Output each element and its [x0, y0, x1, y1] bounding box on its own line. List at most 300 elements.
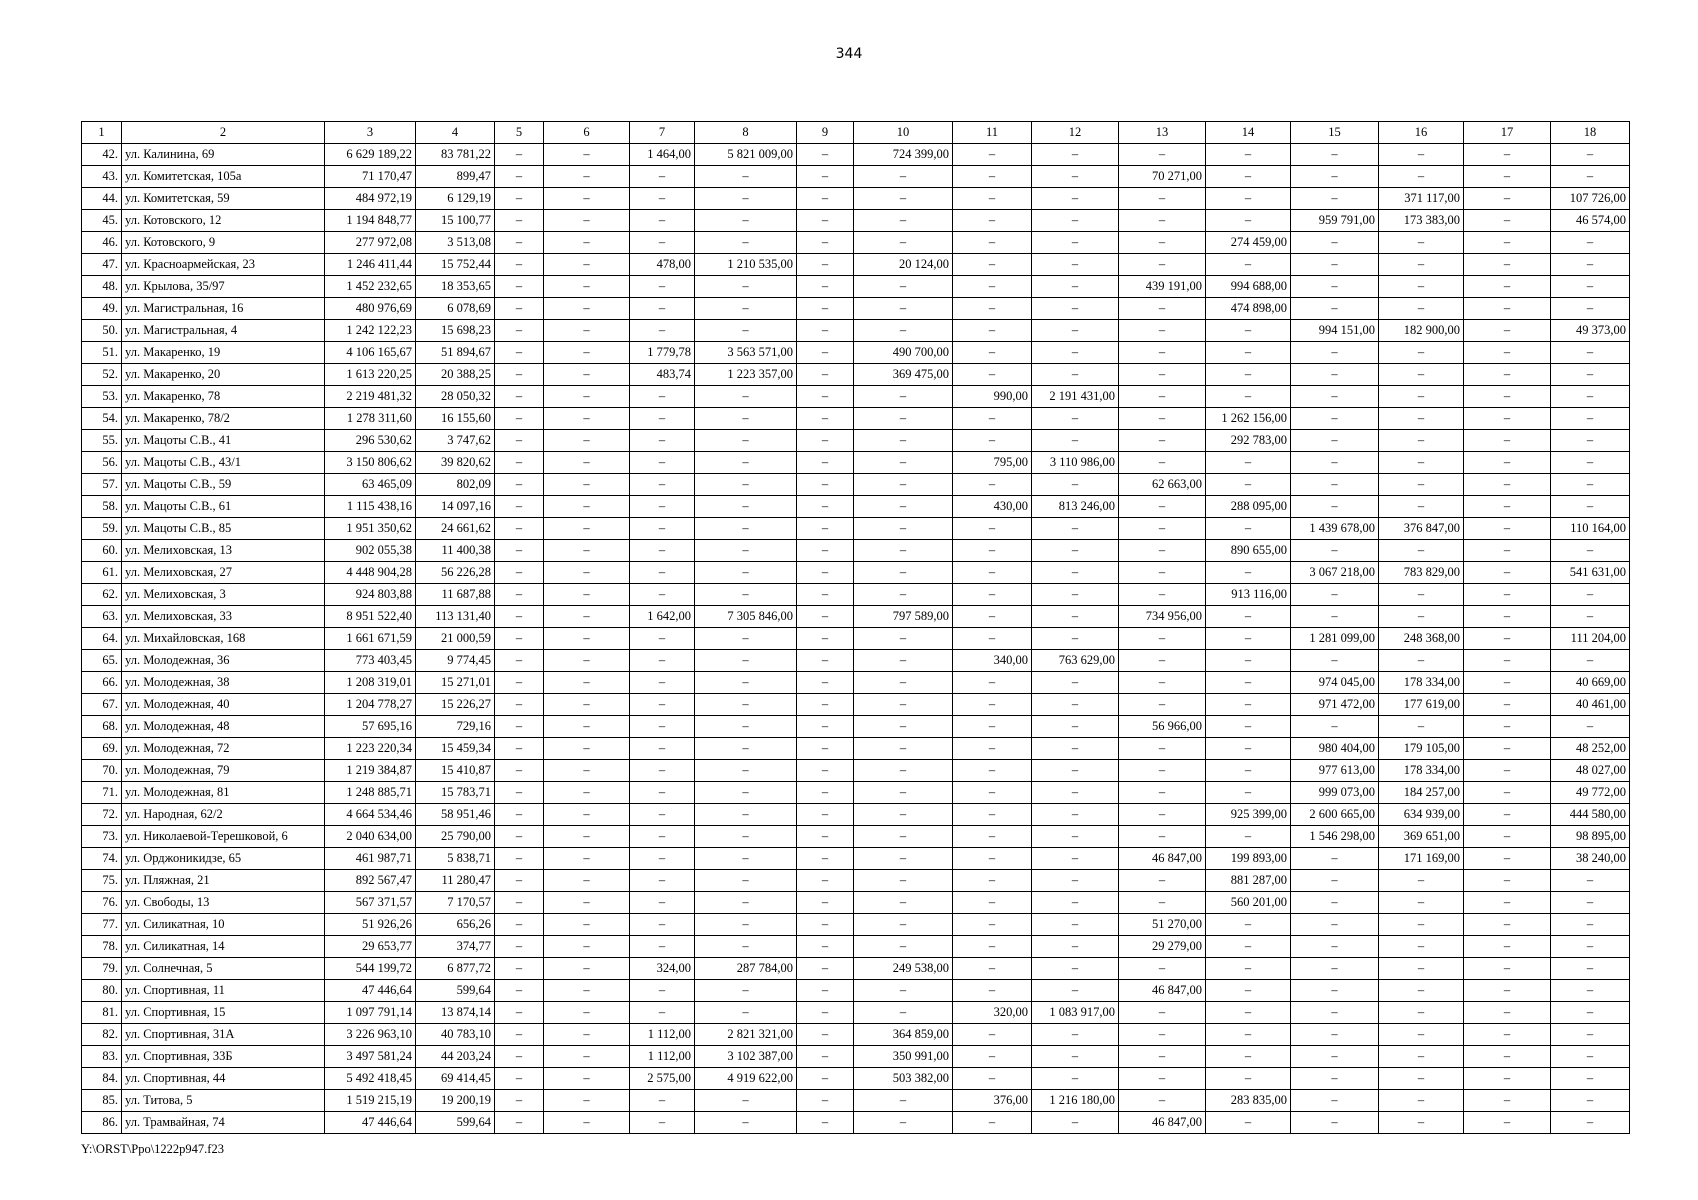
value-cell: –	[797, 826, 854, 848]
value-cell: –	[1379, 870, 1464, 892]
value-cell: –	[797, 1024, 854, 1046]
value-cell: –	[630, 848, 695, 870]
table-row	[82, 738, 1630, 760]
value-cell: –	[1464, 386, 1551, 408]
value-cell: –	[1291, 276, 1379, 298]
value-cell: –	[544, 980, 630, 1002]
value-cell: 2 040 634,00	[325, 826, 416, 848]
value-cell: –	[1379, 892, 1464, 914]
value-cell: –	[1464, 210, 1551, 232]
value-cell: –	[1551, 870, 1630, 892]
value-cell: –	[1551, 276, 1630, 298]
value-cell: –	[544, 936, 630, 958]
value-cell: –	[797, 144, 854, 166]
value-cell: 890 655,00	[1206, 540, 1291, 562]
value-cell: –	[1379, 430, 1464, 452]
row-number-cell: 52.	[82, 364, 122, 386]
value-cell: –	[544, 342, 630, 364]
value-cell: –	[1379, 386, 1464, 408]
value-cell: 4 664 534,46	[325, 804, 416, 826]
value-cell: –	[854, 804, 953, 826]
value-cell: –	[630, 320, 695, 342]
address-cell: ул. Макаренко, 20	[122, 364, 325, 386]
value-cell: –	[1206, 1002, 1291, 1024]
value-cell: 2 219 481,32	[325, 386, 416, 408]
value-cell: –	[1206, 716, 1291, 738]
value-cell: –	[544, 804, 630, 826]
value-cell: –	[953, 892, 1032, 914]
value-cell: –	[630, 826, 695, 848]
table-row	[82, 1002, 1630, 1024]
value-cell: –	[797, 650, 854, 672]
value-cell: 977 613,00	[1291, 760, 1379, 782]
value-cell: –	[630, 474, 695, 496]
value-cell: 374,77	[416, 936, 495, 958]
value-cell: 277 972,08	[325, 232, 416, 254]
value-cell: –	[854, 518, 953, 540]
value-cell: –	[495, 892, 544, 914]
table-row	[82, 298, 1630, 320]
value-cell: –	[797, 166, 854, 188]
row-number-cell: 73.	[82, 826, 122, 848]
row-number-cell: 54.	[82, 408, 122, 430]
value-cell: –	[1032, 628, 1119, 650]
value-cell: 2 821 321,00	[695, 1024, 797, 1046]
value-cell: 1 246 411,44	[325, 254, 416, 276]
value-cell: –	[854, 320, 953, 342]
value-cell: –	[495, 1112, 544, 1134]
value-cell: 63 465,09	[325, 474, 416, 496]
value-cell: 83 781,22	[416, 144, 495, 166]
value-cell: –	[544, 562, 630, 584]
value-cell: –	[695, 232, 797, 254]
value-cell: 371 117,00	[1379, 188, 1464, 210]
value-cell: –	[953, 298, 1032, 320]
column-header: 5	[495, 122, 544, 144]
address-cell: ул. Николаевой-Терешковой, 6	[122, 826, 325, 848]
value-cell: 7 170,57	[416, 892, 495, 914]
value-cell: 48 027,00	[1551, 760, 1630, 782]
value-cell: –	[797, 496, 854, 518]
value-cell: 47 446,64	[325, 980, 416, 1002]
value-cell: –	[1464, 1024, 1551, 1046]
value-cell: –	[1032, 936, 1119, 958]
value-cell: 287 784,00	[695, 958, 797, 980]
value-cell: –	[1379, 144, 1464, 166]
value-cell: –	[1551, 298, 1630, 320]
table-row	[82, 848, 1630, 870]
value-cell: 3 497 581,24	[325, 1046, 416, 1068]
row-number-cell: 46.	[82, 232, 122, 254]
value-cell: 1 208 319,01	[325, 672, 416, 694]
value-cell: –	[495, 958, 544, 980]
value-cell: –	[1032, 430, 1119, 452]
value-cell: 11 400,38	[416, 540, 495, 562]
value-cell: –	[1551, 606, 1630, 628]
value-cell: 1 278 311,60	[325, 408, 416, 430]
address-cell: ул. Магистральная, 16	[122, 298, 325, 320]
value-cell: –	[544, 496, 630, 518]
value-cell: –	[544, 144, 630, 166]
value-cell: 6 078,69	[416, 298, 495, 320]
value-cell: –	[854, 826, 953, 848]
value-cell: –	[544, 276, 630, 298]
row-number-cell: 48.	[82, 276, 122, 298]
value-cell: 71 170,47	[325, 166, 416, 188]
address-cell: ул. Спортивная, 31А	[122, 1024, 325, 1046]
value-cell: –	[695, 518, 797, 540]
value-cell: –	[695, 430, 797, 452]
value-cell: –	[854, 496, 953, 518]
value-cell: –	[1119, 364, 1206, 386]
value-cell: –	[1379, 958, 1464, 980]
value-cell: 46 847,00	[1119, 1112, 1206, 1134]
value-cell: –	[1291, 188, 1379, 210]
value-cell: –	[797, 1068, 854, 1090]
value-cell: –	[953, 276, 1032, 298]
value-cell: 599,64	[416, 1112, 495, 1134]
value-cell: –	[1379, 606, 1464, 628]
value-cell: –	[495, 1090, 544, 1112]
value-cell: 925 399,00	[1206, 804, 1291, 826]
row-number-cell: 75.	[82, 870, 122, 892]
value-cell: 802,09	[416, 474, 495, 496]
value-cell: –	[544, 298, 630, 320]
value-cell: –	[797, 342, 854, 364]
value-cell: –	[495, 716, 544, 738]
value-cell: –	[797, 870, 854, 892]
value-cell: –	[1551, 1068, 1630, 1090]
value-cell: –	[495, 628, 544, 650]
value-cell: –	[1379, 276, 1464, 298]
value-cell: 24 661,62	[416, 518, 495, 540]
value-cell: –	[1119, 562, 1206, 584]
value-cell: –	[1291, 408, 1379, 430]
value-cell: 5 821 009,00	[695, 144, 797, 166]
value-cell: –	[544, 892, 630, 914]
value-cell: –	[630, 562, 695, 584]
value-cell: 113 131,40	[416, 606, 495, 628]
value-cell: –	[1032, 958, 1119, 980]
value-cell: –	[695, 628, 797, 650]
value-cell: 40 461,00	[1551, 694, 1630, 716]
value-cell: –	[1206, 364, 1291, 386]
value-cell: 634 939,00	[1379, 804, 1464, 826]
row-number-cell: 57.	[82, 474, 122, 496]
value-cell: –	[630, 276, 695, 298]
value-cell: –	[854, 760, 953, 782]
value-cell: –	[1119, 584, 1206, 606]
value-cell: –	[854, 1112, 953, 1134]
value-cell: –	[1551, 254, 1630, 276]
value-cell: 902 055,38	[325, 540, 416, 562]
value-cell: 1 219 384,87	[325, 760, 416, 782]
value-cell: 439 191,00	[1119, 276, 1206, 298]
value-cell: 369 475,00	[854, 364, 953, 386]
value-cell: –	[1464, 782, 1551, 804]
address-cell: ул. Пляжная, 21	[122, 870, 325, 892]
address-cell: ул. Мацоты С.В., 43/1	[122, 452, 325, 474]
value-cell: –	[495, 474, 544, 496]
value-cell: –	[854, 694, 953, 716]
value-cell: –	[1119, 826, 1206, 848]
table-row	[82, 254, 1630, 276]
value-cell: –	[797, 254, 854, 276]
value-cell: –	[495, 870, 544, 892]
value-cell: –	[1206, 254, 1291, 276]
value-cell: –	[695, 496, 797, 518]
row-number-cell: 49.	[82, 298, 122, 320]
value-cell: –	[695, 540, 797, 562]
value-cell: 795,00	[953, 452, 1032, 474]
value-cell: –	[1551, 364, 1630, 386]
value-cell: –	[854, 452, 953, 474]
value-cell: 444 580,00	[1551, 804, 1630, 826]
table-row	[82, 584, 1630, 606]
value-cell: 899,47	[416, 166, 495, 188]
value-cell: 560 201,00	[1206, 892, 1291, 914]
value-cell: –	[495, 298, 544, 320]
row-number-cell: 62.	[82, 584, 122, 606]
table-row	[82, 496, 1630, 518]
value-cell: 5 838,71	[416, 848, 495, 870]
value-cell: –	[1032, 562, 1119, 584]
row-number-cell: 76.	[82, 892, 122, 914]
value-cell: –	[544, 914, 630, 936]
value-cell: –	[1032, 1024, 1119, 1046]
value-cell: –	[695, 584, 797, 606]
column-header: 8	[695, 122, 797, 144]
value-cell: 656,26	[416, 914, 495, 936]
value-cell: –	[1206, 914, 1291, 936]
table-row	[82, 342, 1630, 364]
value-cell: –	[1379, 914, 1464, 936]
table-row	[82, 562, 1630, 584]
address-cell: ул. Молодежная, 38	[122, 672, 325, 694]
value-cell: 7 305 846,00	[695, 606, 797, 628]
value-cell: –	[544, 716, 630, 738]
value-cell: –	[797, 672, 854, 694]
value-cell: –	[1464, 694, 1551, 716]
table-row	[82, 936, 1630, 958]
value-cell: –	[695, 672, 797, 694]
value-cell: –	[953, 848, 1032, 870]
value-cell: –	[797, 320, 854, 342]
value-cell: –	[630, 452, 695, 474]
value-cell: 369 651,00	[1379, 826, 1464, 848]
value-cell: –	[1379, 364, 1464, 386]
value-cell: –	[630, 232, 695, 254]
value-cell: –	[495, 452, 544, 474]
value-cell: –	[630, 1002, 695, 1024]
column-header: 9	[797, 122, 854, 144]
table-row	[82, 232, 1630, 254]
value-cell: –	[953, 1068, 1032, 1090]
address-cell: ул. Спортивная, 15	[122, 1002, 325, 1024]
value-cell: 6 629 189,22	[325, 144, 416, 166]
value-cell: 924 803,88	[325, 584, 416, 606]
value-cell: –	[1291, 1112, 1379, 1134]
address-cell: ул. Крылова, 35/97	[122, 276, 325, 298]
value-cell: –	[1291, 980, 1379, 1002]
value-cell: –	[630, 584, 695, 606]
footer-file-path: Y:\ORST\Ppo\1222p947.f23	[81, 1142, 224, 1156]
value-cell: –	[495, 188, 544, 210]
value-cell: –	[1379, 342, 1464, 364]
value-cell: –	[695, 892, 797, 914]
value-cell: –	[953, 738, 1032, 760]
value-cell: –	[1464, 980, 1551, 1002]
address-cell: ул. Мацоты С.В., 61	[122, 496, 325, 518]
row-number-cell: 60.	[82, 540, 122, 562]
value-cell: –	[1291, 870, 1379, 892]
column-header: 14	[1206, 122, 1291, 144]
value-cell: –	[1206, 694, 1291, 716]
value-cell: –	[495, 980, 544, 1002]
value-cell: –	[1206, 760, 1291, 782]
row-number-cell: 78.	[82, 936, 122, 958]
value-cell: –	[854, 716, 953, 738]
row-number-cell: 85.	[82, 1090, 122, 1112]
value-cell: –	[544, 518, 630, 540]
column-header: 7	[630, 122, 695, 144]
value-cell: –	[797, 474, 854, 496]
row-number-cell: 77.	[82, 914, 122, 936]
value-cell: 46 574,00	[1551, 210, 1630, 232]
table-row	[82, 980, 1630, 1002]
address-cell: ул. Орджоникидзе, 65	[122, 848, 325, 870]
address-cell: ул. Мацоты С.В., 41	[122, 430, 325, 452]
value-cell: 567 371,57	[325, 892, 416, 914]
value-cell: –	[854, 980, 953, 1002]
address-cell: ул. Котовского, 12	[122, 210, 325, 232]
value-cell: –	[630, 738, 695, 760]
value-cell: –	[953, 408, 1032, 430]
value-cell: –	[854, 386, 953, 408]
value-cell: –	[1119, 958, 1206, 980]
value-cell: –	[495, 848, 544, 870]
value-cell: –	[695, 474, 797, 496]
value-cell: –	[1119, 320, 1206, 342]
value-cell: –	[953, 606, 1032, 628]
value-cell: –	[544, 1024, 630, 1046]
value-cell: 1 281 099,00	[1291, 628, 1379, 650]
address-cell: ул. Мелиховская, 27	[122, 562, 325, 584]
row-number-cell: 61.	[82, 562, 122, 584]
table-row	[82, 650, 1630, 672]
address-cell: ул. Мелиховская, 13	[122, 540, 325, 562]
address-cell: ул. Молодежная, 36	[122, 650, 325, 672]
value-cell: –	[1379, 1046, 1464, 1068]
value-cell: 2 191 431,00	[1032, 386, 1119, 408]
value-cell: –	[544, 826, 630, 848]
address-cell: ул. Спортивная, 44	[122, 1068, 325, 1090]
value-cell: –	[695, 782, 797, 804]
value-cell: –	[1119, 1090, 1206, 1112]
value-cell: –	[1032, 1046, 1119, 1068]
value-cell: –	[695, 276, 797, 298]
column-header: 18	[1551, 122, 1630, 144]
value-cell: –	[1379, 936, 1464, 958]
value-cell: –	[495, 584, 544, 606]
value-cell: 490 700,00	[854, 342, 953, 364]
value-cell: –	[1206, 650, 1291, 672]
column-header: 10	[854, 122, 953, 144]
value-cell: –	[495, 738, 544, 760]
value-cell: 480 976,69	[325, 298, 416, 320]
value-cell: –	[1291, 650, 1379, 672]
value-cell: –	[1119, 760, 1206, 782]
value-cell: 364 859,00	[854, 1024, 953, 1046]
value-cell: –	[1464, 958, 1551, 980]
column-header: 4	[416, 122, 495, 144]
value-cell: 1 262 156,00	[1206, 408, 1291, 430]
value-cell: –	[1119, 804, 1206, 826]
value-cell: 2 600 665,00	[1291, 804, 1379, 826]
value-cell: –	[1551, 232, 1630, 254]
value-cell: –	[1206, 518, 1291, 540]
value-cell: –	[1291, 958, 1379, 980]
value-cell: 1 661 671,59	[325, 628, 416, 650]
value-cell: 274 459,00	[1206, 232, 1291, 254]
address-cell: ул. Калинина, 69	[122, 144, 325, 166]
value-cell: –	[1551, 936, 1630, 958]
value-cell: –	[953, 826, 1032, 848]
value-cell: –	[1032, 408, 1119, 430]
value-cell: –	[953, 1046, 1032, 1068]
value-cell: –	[953, 562, 1032, 584]
value-cell: –	[695, 408, 797, 430]
value-cell: –	[630, 650, 695, 672]
value-cell: 3 102 387,00	[695, 1046, 797, 1068]
value-cell: –	[854, 210, 953, 232]
value-cell: –	[1291, 452, 1379, 474]
value-cell: –	[630, 1112, 695, 1134]
value-cell: –	[953, 958, 1032, 980]
value-cell: 376,00	[953, 1090, 1032, 1112]
value-cell: 16 155,60	[416, 408, 495, 430]
value-cell: –	[630, 386, 695, 408]
value-cell: –	[1032, 584, 1119, 606]
value-cell: 29 279,00	[1119, 936, 1206, 958]
value-cell: 46 847,00	[1119, 848, 1206, 870]
value-cell: –	[1464, 408, 1551, 430]
address-cell: ул. Титова, 5	[122, 1090, 325, 1112]
value-cell: 69 414,45	[416, 1068, 495, 1090]
value-cell: –	[495, 430, 544, 452]
value-cell: –	[1551, 474, 1630, 496]
value-cell: –	[1379, 408, 1464, 430]
value-cell: –	[1291, 386, 1379, 408]
value-cell: –	[544, 188, 630, 210]
value-cell: –	[630, 694, 695, 716]
table-row	[82, 1024, 1630, 1046]
value-cell: –	[1206, 672, 1291, 694]
value-cell: –	[797, 848, 854, 870]
value-cell: 182 900,00	[1379, 320, 1464, 342]
value-cell: –	[1032, 364, 1119, 386]
value-cell: 1 546 298,00	[1291, 826, 1379, 848]
value-cell: –	[695, 914, 797, 936]
value-cell: –	[1206, 782, 1291, 804]
value-cell: 1 115 438,16	[325, 496, 416, 518]
table-row	[82, 958, 1630, 980]
value-cell: –	[630, 914, 695, 936]
value-cell: 2 575,00	[630, 1068, 695, 1090]
value-cell: –	[797, 452, 854, 474]
value-cell: –	[1206, 958, 1291, 980]
value-cell: –	[1206, 936, 1291, 958]
